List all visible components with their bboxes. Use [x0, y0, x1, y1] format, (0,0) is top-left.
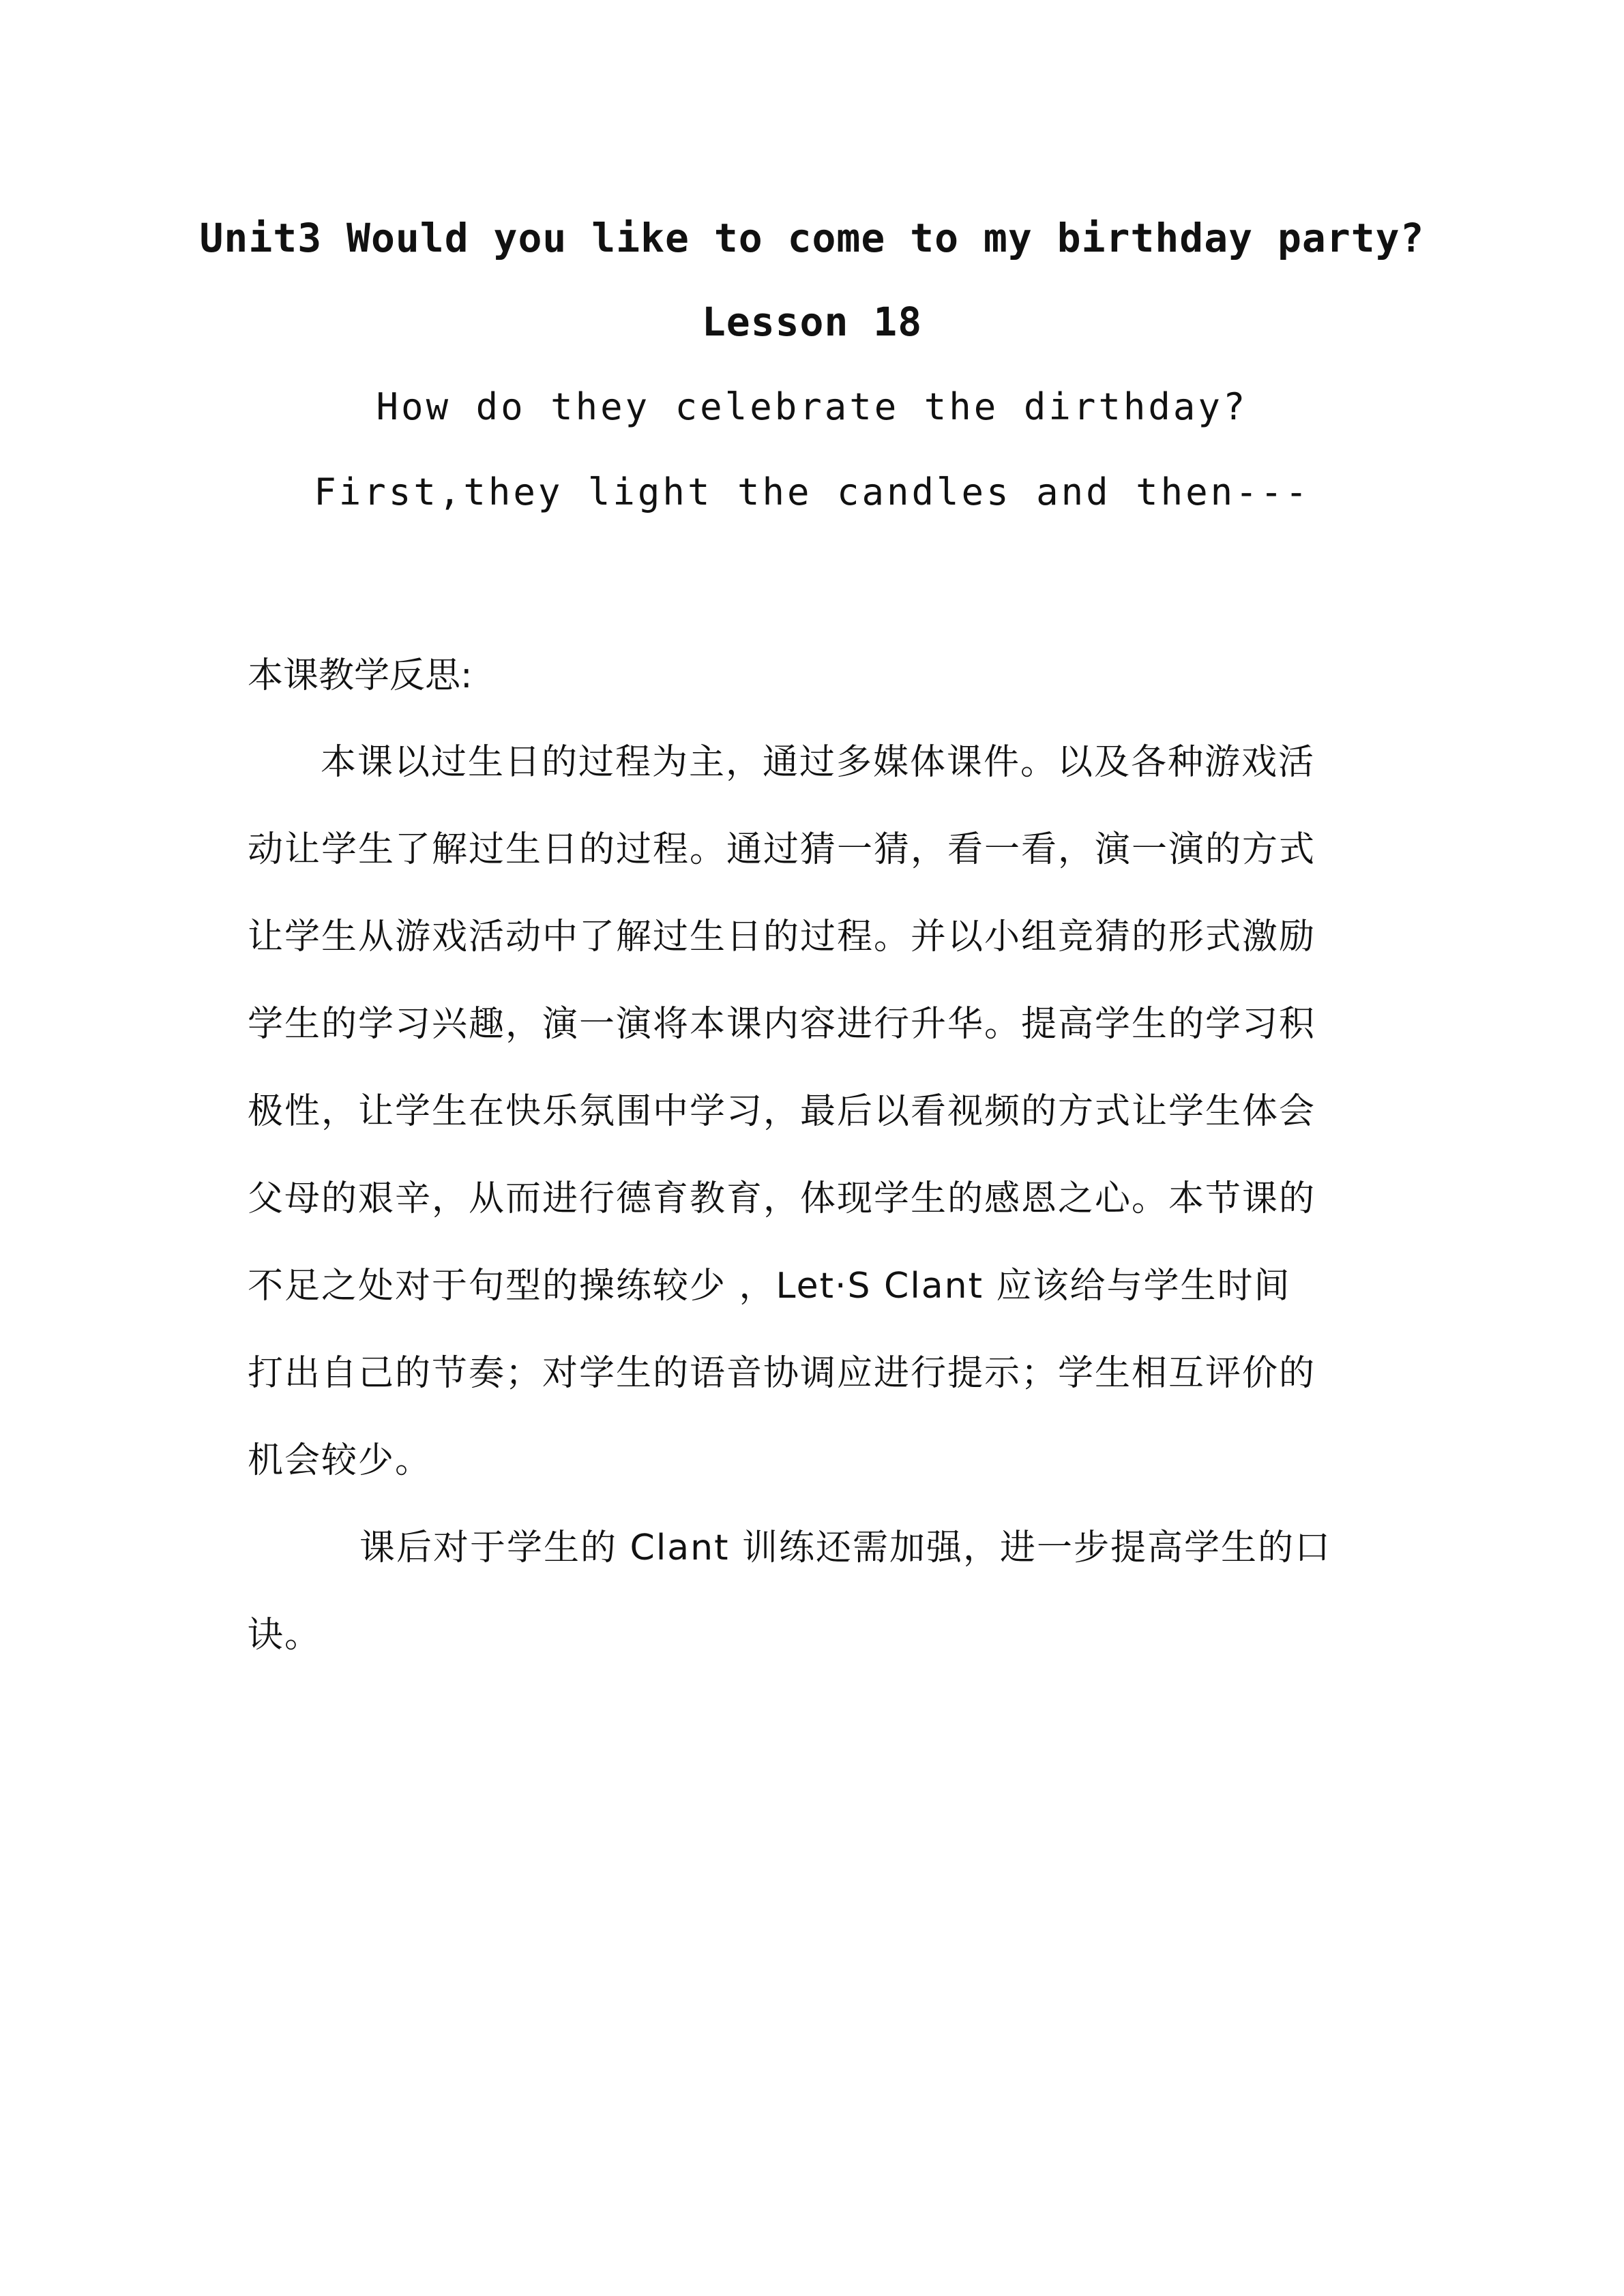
reflection-line: 让学生从游戏活动中了解过生日的过程。并以小组竞猜的形式激励: [248, 916, 1316, 957]
lesson-title: Lesson 18: [701, 299, 923, 345]
reflection-line: 极性，让学生在快乐氛围中学习，最后以看视频的方式让学生体会: [248, 1091, 1316, 1132]
reflection-line: 学生的学习兴趣，演一演将本课内容进行升华。提高学生的学习积: [248, 1004, 1316, 1045]
reflection-line: 父母的艰辛，从而进行德育教育，体现学生的感恩之心。本节课的: [248, 1178, 1316, 1219]
reflection-line: 本课以过生日的过程为主，通过多媒体课件。以及各种游戏活: [321, 742, 1316, 783]
reflection-line: 机会较少。: [248, 1440, 432, 1481]
reflection-line: 课后对于学生的 Clant 训练还需加强，进一步提高学生的口: [359, 1527, 1332, 1568]
reflection-line: 动让学生了解过生日的过程。通过猜一猜，看一看，演一演的方式: [248, 829, 1316, 870]
reflection-line: 打出自己的节奏；对学生的语音协调应进行提示；学生相互评价的: [248, 1353, 1316, 1394]
answer-line: First,they light the candles and then---: [314, 471, 1310, 513]
reflection-line: 不足之处对于句型的操练较少 ，Let·S Clant 应该给与学生时间: [248, 1266, 1291, 1307]
reflection-heading: 本课教学反思:: [248, 655, 473, 696]
unit-title: Unit3 Would you like to come to my birthday party?: [199, 215, 1425, 261]
question-line: How do they celebrate the dirthday?: [376, 385, 1248, 428]
reflection-line: 诀。: [248, 1615, 322, 1656]
